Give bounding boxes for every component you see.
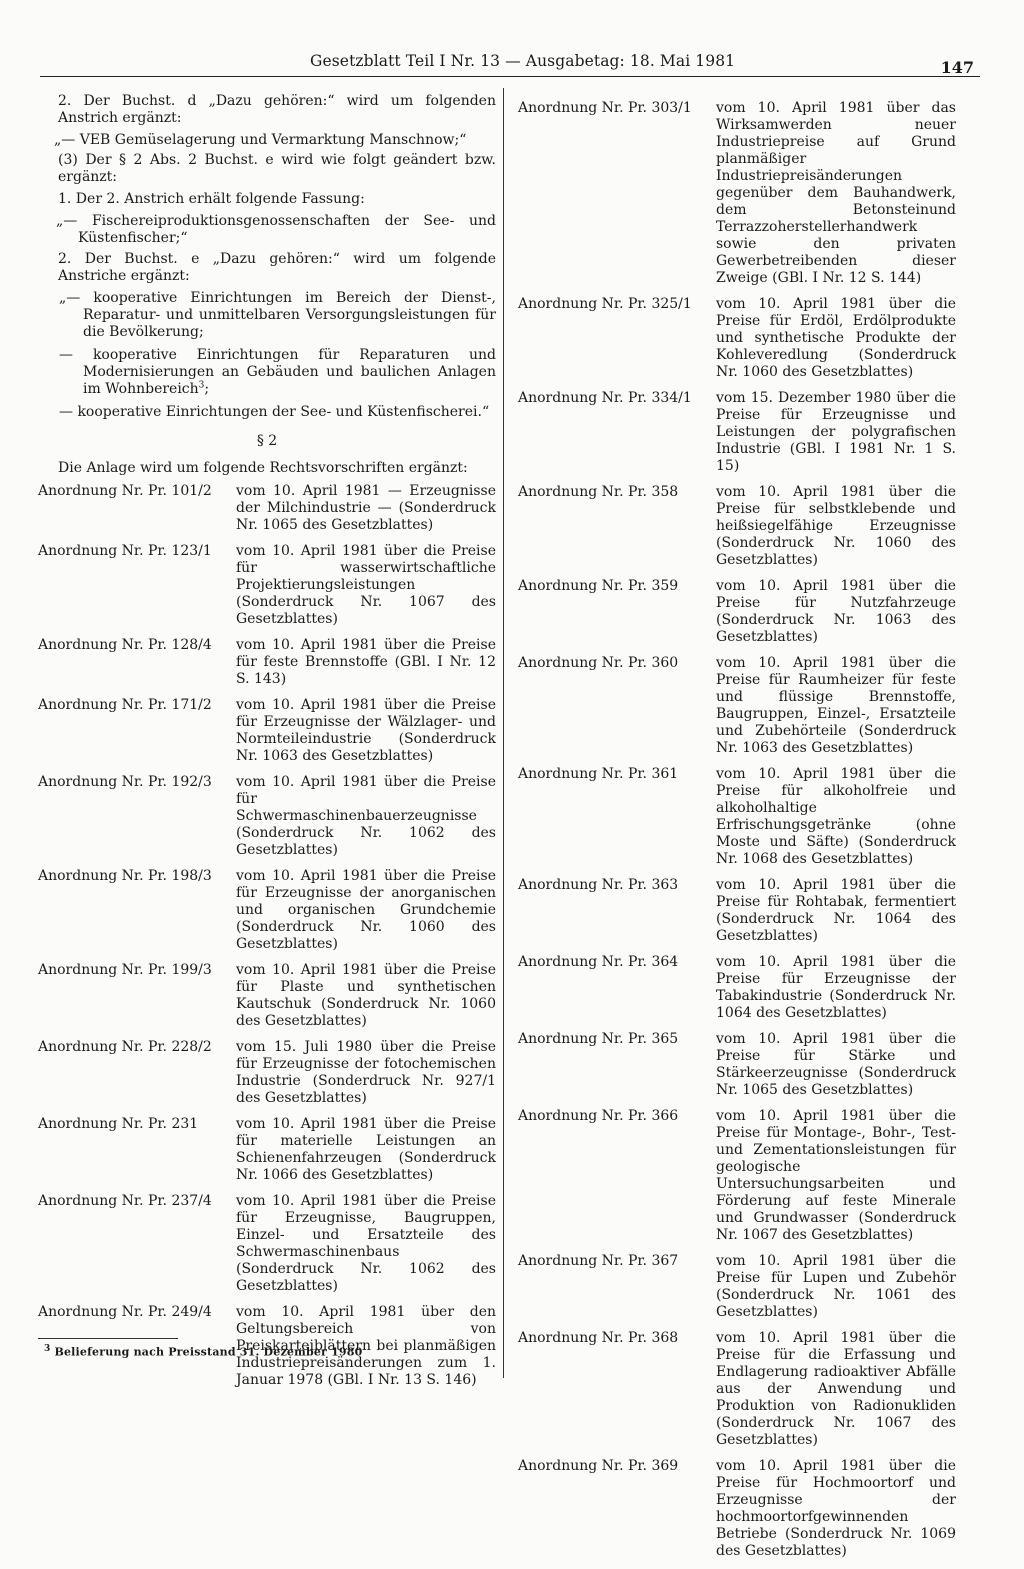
left-entries-list [38,483,496,1389]
regulation-label: Anordnung Nr. Pr. 303/1 [518,100,692,116]
regulation-entry [38,868,496,953]
regulation-text: vom 10. April 1981 über die Preise für Rohtabak, fermentiert (Sonderdruck Nr. 1064 des Gesetzblattes) [716,877,956,944]
regulation-entry [508,1330,970,1449]
regulation-entry [38,1193,496,1295]
regulation-text: vom 10. April 1981 — Erzeugnisse der Milchindustrie — (Sonderdruck Nr. 1065 des Gesetzblattes) [236,483,496,533]
regulation-label: Anordnung Nr. Pr. 228/2 [38,1039,212,1055]
column-divider [503,88,504,1378]
regulation-text: vom 10. April 1981 über die Preise für Erzeugnisse der anorganischen und organischen Grundchemie (Sonderdruck Nr. 1060 des Gesetzblattes) [236,868,496,952]
regulation-label: Anordnung Nr. Pr. 364 [518,954,679,970]
regulation-text: vom 10. April 1981 über die Preise für Nutzfahrzeuge (Sonderdruck Nr. 1063 des Gesetzblattes) [716,578,956,645]
regulation-text: vom 15. Juli 1980 über die Preise für Erzeugnisse der fotochemischen Industrie (Sonderdruck Nr. 927/1 des Gesetzblattes) [236,1039,496,1106]
dash-item-2 [38,347,496,398]
regulation-entry [508,1253,970,1321]
regulation-text: vom 10. April 1981 über die Preise für selbstklebende und heißsiegelfähige Erzeugnisse (Sonderdruck Nr. 1060 des Gesetzblattes) [716,484,956,568]
regulation-label: Anordnung Nr. Pr. 366 [518,1108,679,1124]
regulation-text: vom 10. April 1981 über die Preise für Lupen und Zubehör (Sonderdruck Nr. 1061 des Gesetzblattes) [716,1253,956,1320]
regulation-text: vom 10. April 1981 über die Preise für alkoholfreie und alkoholhaltige Erfrischungsgetränke (ohne Moste und Säfte) (Sonderdruck Nr. 1068 des Gesetzblattes) [716,766,956,867]
regulation-text: vom 10. April 1981 über die Preise für Hochmoortorf und Erzeugnisse der hochmoortorfgewinnenden Betriebe (Sonderdruck Nr. 1069 des Gesetzblattes) [716,1458,956,1559]
regulation-text: vom 10. April 1981 über die Preise für die Erfassung und Endlagerung radioaktiver Abfälle aus der Anwendung und Produktion von Radionukliden (Sonderdruck Nr. 1067 des Gesetzblattes) [716,1330,956,1448]
page-header [40,50,980,77]
regulation-label: Anordnung Nr. Pr. 171/2 [38,697,212,713]
regulation-text: vom 10. April 1981 über die Preise für Raumheizer für feste und flüssige Brennstoffe, Baugruppen, Einzel-, Ersatzteile und Zubehörteile (Sonderdruck Nr. 1063 des Gesetzblattes) [716,655,956,756]
regulation-label: Anordnung Nr. Pr. 367 [518,1253,679,1269]
regulation-entry [508,954,970,1022]
regulation-label: Anordnung Nr. Pr. 128/4 [38,637,212,653]
dash-item-1: „— kooperative Einrichtungen im Bereich der Dienst-, Reparatur- und unmittelbaren Versorgungsleistungen für die Bevölkerung; [59,290,496,340]
regulation-text: vom 10. April 1981 über das Wirksamwerden neuer Industriepreise auf Grund planmäßiger Industriepreisänderungen gegenüber dem Bauhandwerk, dem Betonsteinund Terrazzoherstellerhandwerk sowie den privaten Gewerbetreibenden dieser Zweige (GBl. I Nr. 12 S. 144) [716,100,956,286]
regulation-text: vom 10. April 1981 über die Preise für Stärke und Stärkeerzeugnisse (Sonderdruck Nr. 1065 des Gesetzblattes) [716,1031,956,1098]
section-intro: Die Anlage wird um folgende Rechtsvorschriften ergänzt: [58,460,468,476]
regulation-label: Anordnung Nr. Pr. 237/4 [38,1193,212,1209]
regulation-entry [508,655,970,757]
regulation-text: vom 10. April 1981 über die Preise für Montage-, Bohr-, Test- und Zementationsleistungen für geologische Untersuchungsarbeiten und Förderung auf feste Minerale und Grundwasser (Sonderdruck Nr. 1067 des Gesetzblattes) [716,1108,956,1243]
right-entries-list [508,100,970,1560]
regulation-label: Anordnung Nr. Pr. 358 [518,484,679,500]
regulation-text: vom 10. April 1981 über die Preise für feste Brennstoffe (GBl. I Nr. 12 S. 143) [236,637,496,687]
regulation-text: vom 10. April 1981 über die Preise für materielle Leistungen an Schienenfahrzeugen (Sonderdruck Nr. 1066 des Gesetzblattes) [236,1116,496,1183]
amendment-2-d-dash: „— VEB Gemüselagerung und Vermarktung Manschnow;“ [54,132,467,148]
left-column [38,93,496,1398]
regulation-entry [38,637,496,688]
regulation-label: Anordnung Nr. Pr. 363 [518,877,679,893]
regulation-entry [508,766,970,868]
footnote [44,1344,363,1359]
header-title: Gesetzblatt Teil I Nr. 13 — Ausgabetag: 18. Mai 1981 [310,52,736,70]
regulation-entry [38,543,496,628]
regulation-entry [38,483,496,534]
dash-item-3: — kooperative Einrichtungen der See- und Küstenfischerei.“ [59,404,490,420]
footnote-ref: 3 [198,380,205,391]
regulation-entry [508,296,970,381]
amendment-2-d: 2. Der Buchst. d „Dazu gehören:“ wird um folgenden Anstrich ergänzt: [58,93,496,126]
regulation-label: Anordnung Nr. Pr. 199/3 [38,962,212,978]
regulation-entry [38,774,496,859]
regulation-label: Anordnung Nr. Pr. 361 [518,766,679,782]
footnote-rule [38,1338,178,1339]
regulation-label: Anordnung Nr. Pr. 360 [518,655,679,671]
regulation-text: vom 10. April 1981 über die Preise für Schwermaschinenbauerzeugnisse (Sonderdruck Nr. 1062 des Gesetzblattes) [236,774,496,858]
amendment-3: (3) Der § 2 Abs. 2 Buchst. e wird wie folgt geändert bzw. ergänzt: [58,152,496,185]
regulation-entry [508,484,970,569]
footnote-text: Belieferung nach Preisstand 31. Dezember 1980 [54,1345,363,1359]
regulation-entry [508,100,970,287]
regulation-text: vom 10. April 1981 über den Geltungsbereich von Preiskarteiblättern bei planmäßigen Industriepreisänderungen zum 1. Januar 1978 (GBl. I Nr. 13 S. 146) [236,1304,496,1388]
regulation-entry [508,390,970,475]
regulation-text: vom 10. April 1981 über die Preise für Erdöl, Erdölprodukte und synthetische Produkte der Kohleveredlung (Sonderdruck Nr. 1060 des Gesetzblattes) [716,296,956,380]
regulation-entry [508,877,970,945]
amendment-3-1-dash: „— Fischereiproduktionsgenossenschaften der See- und Küstenfischer;“ [56,213,496,246]
regulation-entry [508,578,970,646]
regulation-entry [38,1116,496,1184]
amendment-3-2: 2. Der Buchst. e „Dazu gehören:“ wird um folgende Anstriche ergänzt: [58,251,496,284]
section-title: § 2 [256,433,278,449]
regulation-label: Anordnung Nr. Pr. 198/3 [38,868,212,884]
regulation-entry [508,1031,970,1099]
dash-item-2-text: — kooperative Einrichtungen für Reparaturen und Modernisierungen an Gebäuden und baulichen Anlagen im Wohnbereich [59,347,496,397]
footnote-number: 3 [44,1344,51,1354]
regulation-label: Anordnung Nr. Pr. 359 [518,578,679,594]
regulation-text: vom 10. April 1981 über die Preise für Erzeugnisse der Wälzlager- und Normteileindustrie (Sonderdruck Nr. 1063 des Gesetzblattes) [236,697,496,764]
regulation-text: vom 10. April 1981 über die Preise für wasserwirtschaftliche Projektierungsleistungen (Sonderdruck Nr. 1067 des Gesetzblattes) [236,543,496,627]
regulation-label: Anordnung Nr. Pr. 368 [518,1330,679,1346]
regulation-label: Anordnung Nr. Pr. 123/1 [38,543,212,559]
regulation-entry [38,1039,496,1107]
regulation-text: vom 15. Dezember 1980 über die Preise für Erzeugnisse und Leistungen der polygrafischen Industrie (GBl. I 1981 Nr. 1 S. 15) [716,390,956,474]
regulation-entry [38,962,496,1030]
regulation-text: vom 10. April 1981 über die Preise für Erzeugnisse, Baugruppen, Einzel- und Ersatzteile des Schwermaschinenbaus (Sonderdruck Nr. 1062 des Gesetzblattes) [236,1193,496,1294]
regulation-label: Anordnung Nr. Pr. 365 [518,1031,679,1047]
right-column [508,100,970,1569]
regulation-entry [38,697,496,765]
amendment-3-1: 1. Der 2. Anstrich erhält folgende Fassung: [58,191,365,207]
regulation-label: Anordnung Nr. Pr. 334/1 [518,390,692,406]
regulation-label: Anordnung Nr. Pr. 231 [38,1116,199,1132]
regulation-label: Anordnung Nr. Pr. 101/2 [38,483,212,499]
regulation-text: vom 10. April 1981 über die Preise für Erzeugnisse der Tabakindustrie (Sonderdruck Nr. 1064 des Gesetzblattes) [716,954,956,1021]
dash-item-2-end: ; [204,381,210,397]
regulation-label: Anordnung Nr. Pr. 369 [518,1458,679,1474]
page-number: 147 [940,58,974,77]
regulation-text: vom 10. April 1981 über die Preise für Plaste und synthetischen Kautschuk (Sonderdruck Nr. 1060 des Gesetzblattes) [236,962,496,1029]
regulation-entry [508,1458,970,1560]
regulation-label: Anordnung Nr. Pr. 192/3 [38,774,212,790]
regulation-label: Anordnung Nr. Pr. 249/4 [38,1304,212,1320]
regulation-entry [508,1108,970,1244]
regulation-label: Anordnung Nr. Pr. 325/1 [518,296,692,312]
